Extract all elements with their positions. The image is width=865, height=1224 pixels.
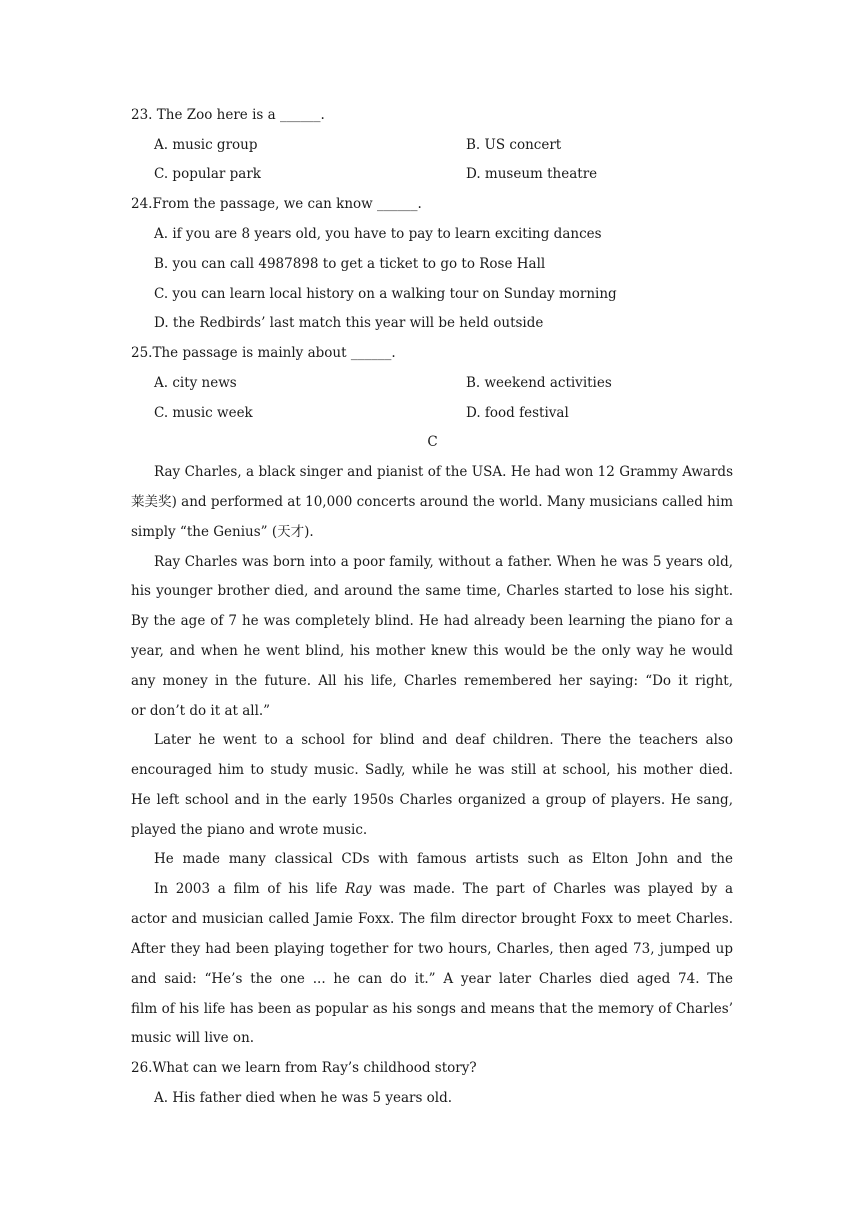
passage-line: year, and when he went blind, his mother knew this would be the only way he would xyxy=(131,643,733,659)
question-24-option-d: D. the Redbirds’ last match this year will be held outside xyxy=(154,315,544,331)
film-title: Ray xyxy=(345,881,372,897)
passage-line: and said: “He’s the one ... he can do it.” A year later Charles died aged 74. The xyxy=(131,971,733,987)
passage-line: By the age of 7 he was completely blind. He had already been learning the piano for a xyxy=(131,613,733,629)
question-24-option-b: B. you can call 4987898 to get a ticket to go to Rose Hall xyxy=(154,256,546,272)
passage-line: After they had been playing together for two hours, Charles, then aged 73, jumped up xyxy=(131,941,733,957)
passage-line: Later he went to a school for blind and deaf children. There the teachers also xyxy=(154,732,733,748)
question-25-option-b: B. weekend activities xyxy=(466,375,612,391)
question-25-option-d: D. food festival xyxy=(466,405,569,421)
passage-line: simply “the Genius” (天才). xyxy=(131,524,314,540)
passage-line: his younger brother died, and around the same time, Charles started to lose his sight. xyxy=(131,583,733,599)
passage-line: any money in the future. All his life, Charles remembered her saying: “Do it right, xyxy=(131,673,733,689)
passage-text: In 2003 a film of his life xyxy=(154,881,346,897)
question-26-stem: 26.What can we learn from Ray’s childhood story? xyxy=(131,1060,477,1076)
question-23-option-c: C. popular park xyxy=(154,166,261,182)
question-25-option-a: A. city news xyxy=(154,375,237,391)
question-25-stem: 25.The passage is mainly about ______. xyxy=(131,345,396,361)
question-25-option-c: C. music week xyxy=(154,405,253,421)
passage-line: actor and musician called Jamie Foxx. The film director brought Foxx to meet Charles. xyxy=(131,911,733,927)
question-23-option-a: A. music group xyxy=(154,137,258,153)
section-label: C xyxy=(427,434,438,450)
passage-line: encouraged him to study music. Sadly, while he was still at school, his mother died. xyxy=(131,762,733,778)
question-23-stem: 23. The Zoo here is a ______. xyxy=(131,107,325,123)
passage-line: He made many classical CDs with famous artists such as Elton John and the xyxy=(154,851,733,867)
passage-line: Ray Charles, a black singer and pianist of the USA. He had won 12 Grammy Awards xyxy=(154,464,733,480)
passage-line-film xyxy=(154,878,733,900)
question-23-option-d: D. museum theatre xyxy=(466,166,598,182)
question-23-option-b: B. US concert xyxy=(466,137,562,153)
question-24-stem: 24.From the passage, we can know ______. xyxy=(131,196,422,212)
question-26-option-a: A. His father died when he was 5 years old. xyxy=(154,1090,453,1106)
passage-line: He left school and in the early 1950s Charles organized a group of players. He sang, xyxy=(131,792,733,808)
passage-line: 莱美奖) and performed at 10,000 concerts around the world. Many musicians called him xyxy=(131,494,733,510)
question-24-option-a: A. if you are 8 years old, you have to pay to learn exciting dances xyxy=(154,226,602,242)
passage-line: played the piano and wrote music. xyxy=(131,822,368,838)
passage-text: was made. The part of Charles was played by a xyxy=(379,881,733,897)
passage-line: Ray Charles was born into a poor family, without a father. When he was 5 years old, xyxy=(154,554,733,570)
question-24-option-c: C. you can learn local history on a walking tour on Sunday morning xyxy=(154,286,617,302)
passage-line: film of his life has been as popular as his songs and means that the memory of Charles’ xyxy=(131,1001,733,1017)
passage-line: music will live on. xyxy=(131,1030,255,1046)
passage-line: or don’t do it at all.” xyxy=(131,703,271,719)
